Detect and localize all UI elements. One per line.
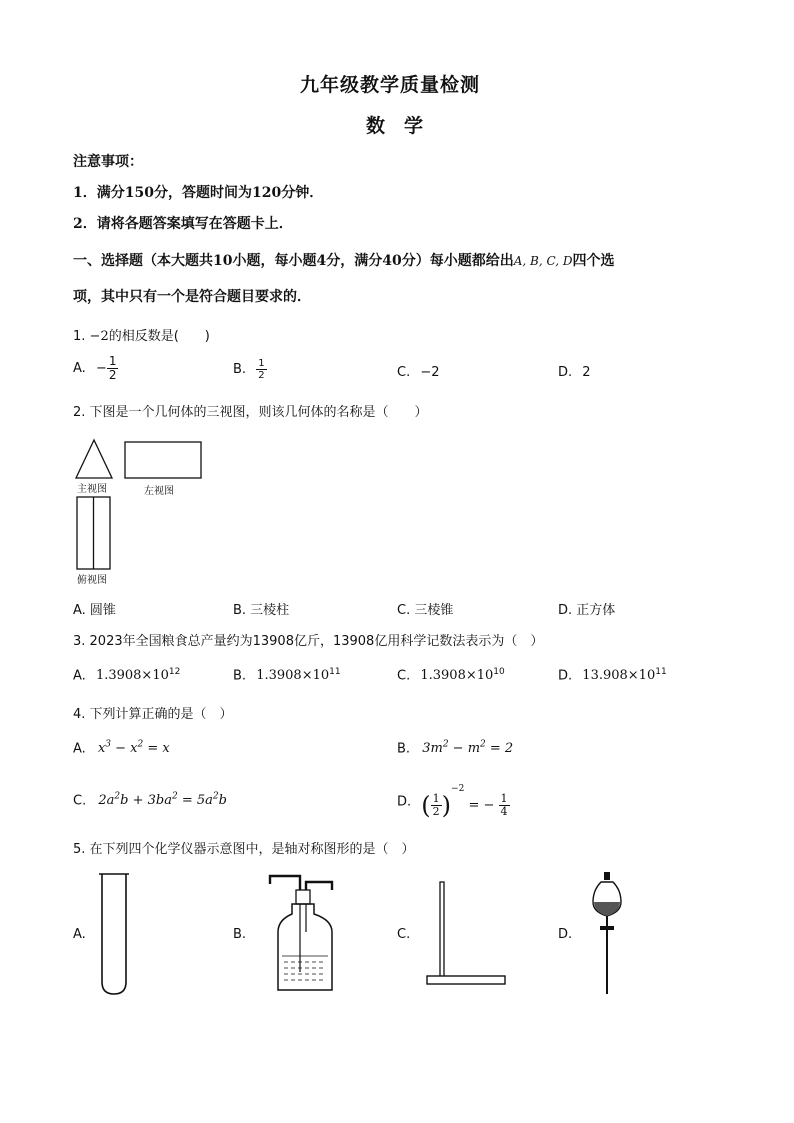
- question-3: 3. 2023年全国粮食总产量约为13908亿斤，13908亿用科学记数法表示为（ ）: [73, 634, 544, 649]
- q4-option-c[interactable]: [73, 792, 227, 808]
- q3-b-exponent: 11: [329, 667, 341, 677]
- q1-option-b[interactable]: [233, 358, 267, 381]
- q4-d-expression: ( $\frac{1}{2}$ )$^{-2}$ = − $\frac{1}{4}$: [421, 784, 508, 820]
- q4-d-exponent: −2: [451, 784, 465, 794]
- q1-d-label: D.: [558, 365, 573, 380]
- q2-option-a[interactable]: A. 圆锥: [73, 603, 116, 618]
- option-letters: A, B, C, D: [513, 254, 573, 268]
- q1-a-sign: −: [95, 361, 107, 376]
- left-view-rectangle: [125, 442, 201, 478]
- q1-a-fraction: [107, 355, 119, 382]
- q5-option-c-label: C.: [397, 927, 411, 942]
- test-tube-icon[interactable]: [96, 870, 136, 1000]
- q4-d-label: D.: [397, 794, 412, 810]
- q3-a-exponent: 12: [168, 667, 181, 677]
- q3-c-value: 1.3908×10: [420, 668, 494, 684]
- note-item-1: 1．满分150分，答题时间为120分钟．: [73, 185, 324, 201]
- q3-b-label: B.: [233, 668, 247, 684]
- q4-option-d[interactable]: [397, 784, 510, 820]
- q1-b-den: 2: [258, 370, 265, 381]
- q3-c-exponent: 10: [493, 667, 505, 677]
- q3-c-label: C.: [397, 668, 411, 684]
- q3-d-label: D.: [558, 668, 573, 684]
- q1-b-num: 1: [258, 358, 265, 369]
- q4-option-a[interactable]: [73, 740, 170, 756]
- q3-option-b[interactable]: [233, 667, 341, 683]
- q1-a-num: 1: [108, 354, 117, 368]
- q4-a-label: A.: [73, 741, 86, 757]
- section-heading-line2: 项，其中只有一个是符合题目要求的．: [73, 289, 311, 305]
- q1-number: 1.: [73, 329, 86, 344]
- q1-a-den: 2: [108, 368, 117, 382]
- separatory-funnel-icon[interactable]: [588, 870, 628, 1000]
- q1-a-label: A.: [73, 361, 86, 376]
- q3-a-label: A.: [73, 668, 86, 684]
- three-view-figure: [70, 432, 210, 592]
- q4-c-expression: $2a^2b + 3ba^2 = 5a^2b$: [98, 792, 227, 809]
- q4-d-num: 1: [500, 792, 508, 805]
- q3-a-value: 1.3908×10: [95, 668, 169, 684]
- q1-option-c[interactable]: [397, 365, 440, 380]
- front-view-triangle: [76, 440, 112, 478]
- q1-text: 的相反数是( ): [108, 329, 210, 344]
- q2-option-b[interactable]: B. 三棱柱: [233, 603, 290, 618]
- gas-washing-bottle-icon[interactable]: [262, 872, 342, 997]
- q4-d-inner-den: 2: [432, 805, 440, 818]
- page-title: 九年级教学质量检测: [300, 74, 481, 96]
- top-view-label: 俯视图: [77, 575, 107, 586]
- q5-option-b-label: B.: [233, 927, 247, 942]
- q1-expression: −2: [89, 329, 109, 344]
- q3-option-d[interactable]: [558, 667, 667, 683]
- q3-option-c[interactable]: [397, 667, 505, 683]
- q4-option-b[interactable]: [397, 740, 513, 756]
- section-heading-line1: 一、选择题（本大题共10小题，每小题4分，满分40分）每小题都给出: [73, 253, 514, 269]
- q1-c-value: −2: [420, 365, 440, 380]
- q4-b-expression: $3m^2 - m^2 = 2$: [422, 740, 514, 757]
- q1-option-d[interactable]: [558, 365, 591, 380]
- q3-b-value: 1.3908×10: [256, 668, 330, 684]
- q4-d-sign: = −: [468, 798, 495, 813]
- front-view-label: 主视图: [77, 484, 107, 495]
- q3-option-a[interactable]: [73, 667, 180, 683]
- section-heading-line1-end: 四个选: [572, 253, 615, 269]
- q1-c-label: C.: [397, 365, 411, 380]
- q2-option-d[interactable]: D. 正方体: [558, 603, 616, 618]
- q2-option-c[interactable]: C. 三棱锥: [397, 603, 454, 618]
- notes-heading: 注意事项：: [73, 154, 143, 170]
- q5-option-d-label: D.: [558, 927, 573, 942]
- q5-option-a-label: A.: [73, 927, 86, 942]
- question-5: 5. 在下列四个化学仪器示意图中，是轴对称图形的是（ ）: [73, 842, 415, 857]
- note-item-2: 2．请将各题答案填写在答题卡上．: [73, 216, 293, 232]
- question-2: 2. 下图是一个几何体的三视图，则该几何体的名称是（ ）: [73, 405, 428, 420]
- iron-stand-icon[interactable]: [424, 880, 508, 990]
- q4-c-label: C.: [73, 793, 87, 809]
- subject-title: 数 学: [366, 115, 424, 137]
- q3-d-value: 13.908×10: [582, 668, 656, 684]
- q4-d-den: 4: [500, 805, 508, 818]
- q3-d-exponent: 11: [655, 667, 667, 677]
- q1-b-label: B.: [233, 362, 247, 377]
- q1-option-a[interactable]: [73, 355, 118, 382]
- question-4: 4. 下列计算正确的是（ ）: [73, 707, 233, 722]
- q4-d-inner-num: 1: [432, 792, 440, 805]
- q1-b-fraction: [256, 358, 266, 381]
- left-view-label: 左视图: [144, 486, 174, 497]
- q4-b-label: B.: [397, 741, 411, 757]
- section-heading: [73, 250, 614, 270]
- q4-a-expression: $x^3 - x^2 = x$: [97, 740, 170, 757]
- question-1: [73, 325, 210, 344]
- q1-d-value: 2: [582, 365, 591, 380]
